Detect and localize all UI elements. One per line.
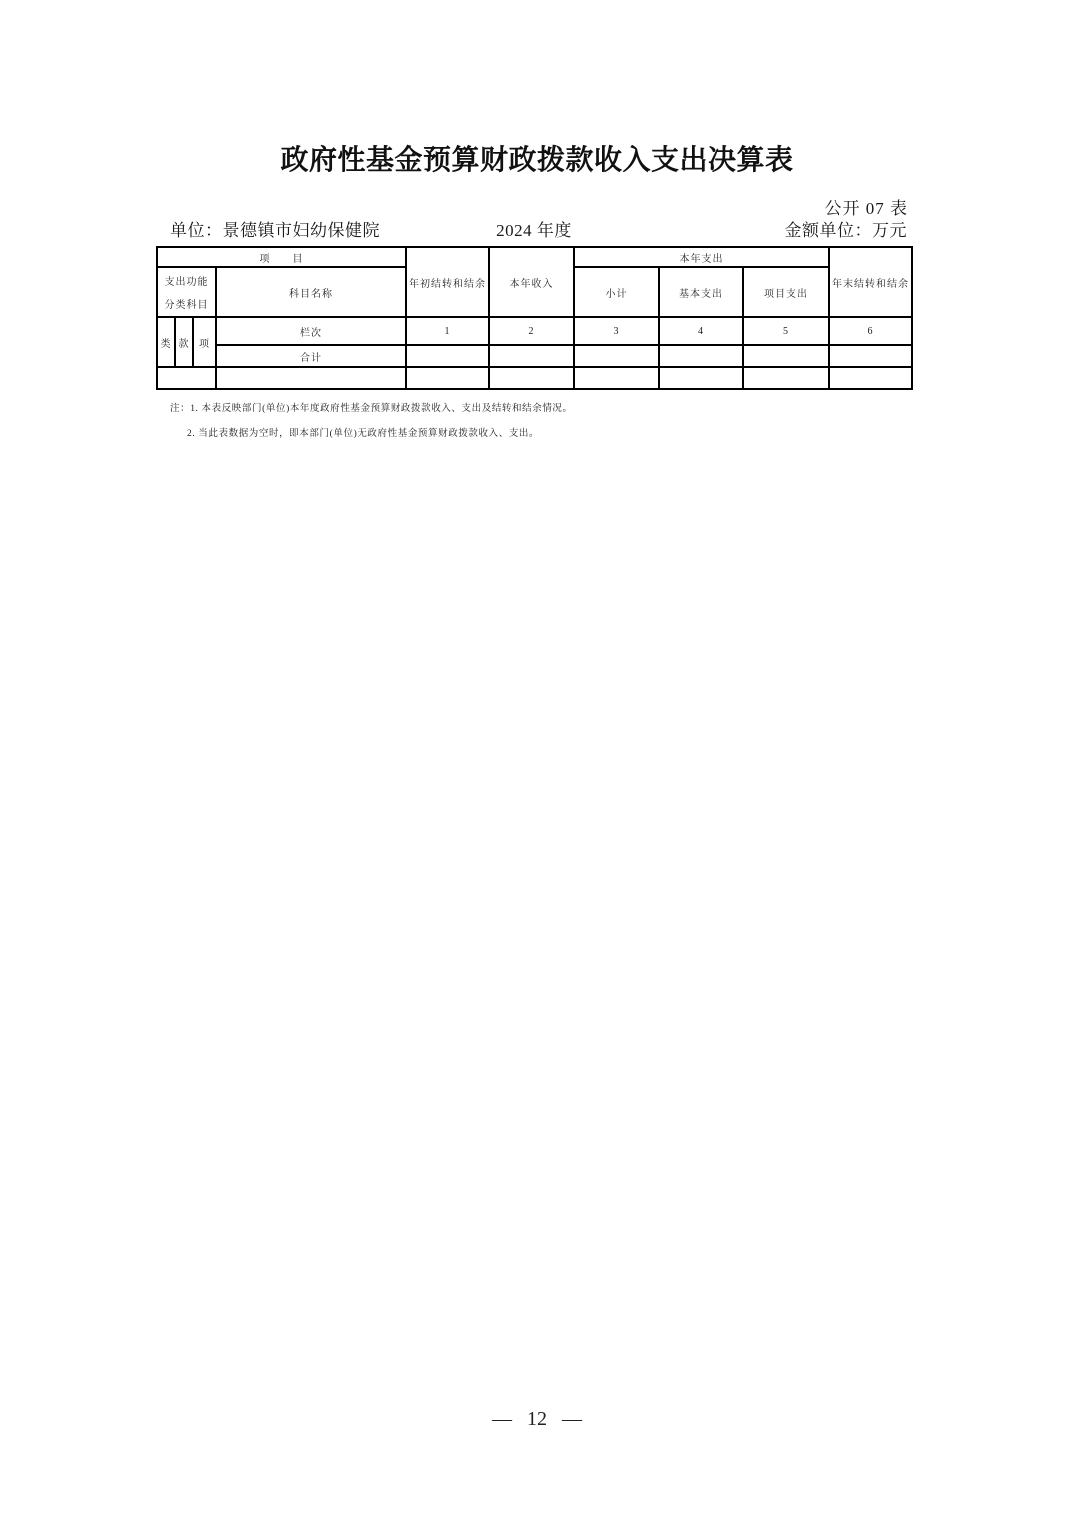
total-value-col3 bbox=[574, 345, 659, 367]
header-project-expenditure: 项目支出 bbox=[743, 267, 829, 317]
column-index-row bbox=[157, 317, 912, 345]
total-row bbox=[157, 345, 912, 367]
header-item: 项 目 bbox=[157, 247, 406, 267]
empty-value-col4 bbox=[659, 367, 743, 389]
col-number-5: 5 bbox=[743, 317, 829, 345]
header-class-col: 类 bbox=[157, 317, 175, 367]
header-func-class-line2: 分类科目 bbox=[164, 300, 209, 311]
amount-unit-label: 金额单位：万元 bbox=[784, 221, 907, 240]
header-item-col: 项 bbox=[193, 317, 216, 367]
empty-value-col3 bbox=[574, 367, 659, 389]
page-number: — 12 — bbox=[492, 1408, 582, 1430]
table-notes bbox=[170, 400, 573, 439]
header-year-income: 本年收入 bbox=[489, 247, 574, 317]
empty-value-col6 bbox=[829, 367, 912, 389]
total-label: 合计 bbox=[216, 345, 406, 367]
note-line-2: 2. 当此表数据为空时，即本部门(单位)无政府性基金预算财政拨款收入、支出。 bbox=[187, 429, 540, 439]
col-number-2: 2 bbox=[489, 317, 574, 345]
fiscal-table bbox=[156, 246, 913, 390]
col-number-1: 1 bbox=[406, 317, 489, 345]
header-end-balance: 年末结转和结余 bbox=[829, 247, 912, 317]
header-subtotal: 小计 bbox=[574, 267, 659, 317]
table-info-line bbox=[156, 216, 912, 242]
header-section-col: 款 bbox=[175, 317, 193, 367]
table-code-label: 公开 07 表 bbox=[824, 199, 908, 218]
header-subject-name: 科目名称 bbox=[216, 267, 406, 317]
fiscal-year-label: 2024 年度 bbox=[496, 221, 572, 240]
page-title: 政府性基金预算财政拨款收入支出决算表 bbox=[280, 144, 794, 175]
total-value-col4 bbox=[659, 345, 743, 367]
header-func-class bbox=[157, 267, 216, 317]
total-value-col2 bbox=[489, 345, 574, 367]
empty-func-class-cell bbox=[157, 367, 216, 389]
total-value-col1 bbox=[406, 345, 489, 367]
header-year-expenditure: 本年支出 bbox=[574, 247, 829, 267]
header-func-class-lines bbox=[158, 269, 215, 315]
header-basic-expenditure: 基本支出 bbox=[659, 267, 743, 317]
empty-value-col2 bbox=[489, 367, 574, 389]
empty-value-col1 bbox=[406, 367, 489, 389]
note-line-1: 注：1. 本表反映部门(单位)本年度政府性基金预算财政拨款收入、支出及结转和结余情况。 bbox=[170, 404, 573, 414]
empty-subject-cell bbox=[216, 367, 406, 389]
col-number-4: 4 bbox=[659, 317, 743, 345]
empty-value-col5 bbox=[743, 367, 829, 389]
header-begin-balance: 年初结转和结余 bbox=[406, 247, 489, 317]
col-number-3: 3 bbox=[574, 317, 659, 345]
total-value-col6 bbox=[829, 345, 912, 367]
header-func-class-line1: 支出功能 bbox=[164, 277, 209, 288]
header-row-1 bbox=[157, 247, 912, 267]
empty-data-row bbox=[157, 367, 912, 389]
org-name-label: 单位：景德镇市妇幼保健院 bbox=[170, 221, 380, 240]
col-number-6: 6 bbox=[829, 317, 912, 345]
total-value-col5 bbox=[743, 345, 829, 367]
header-column-index-label: 栏次 bbox=[216, 317, 406, 345]
